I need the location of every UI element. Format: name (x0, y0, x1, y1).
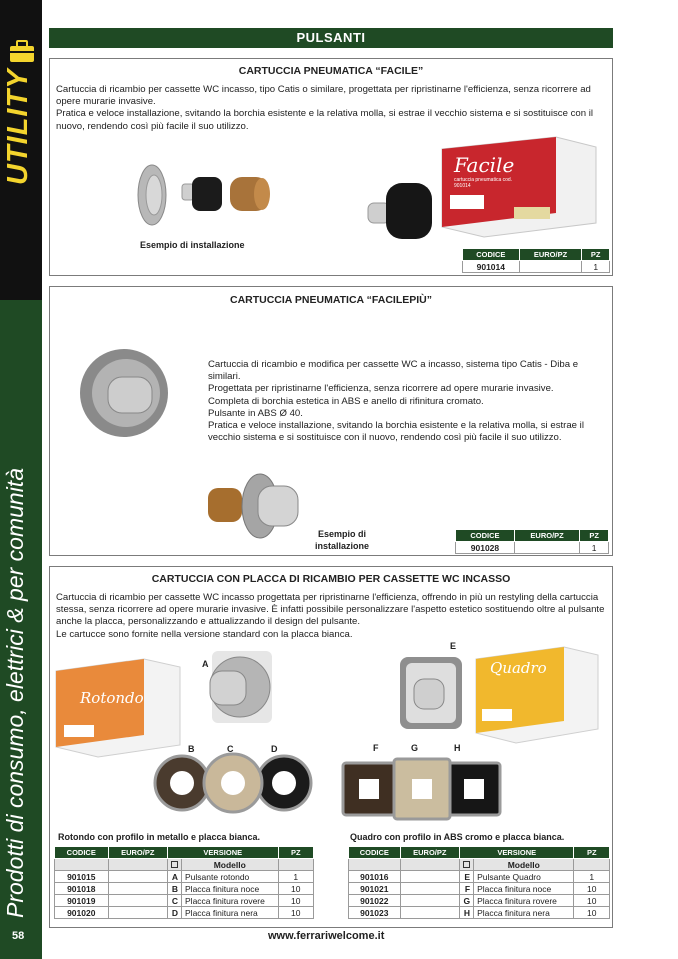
package-sublabel: cartuccia pneumatica cod. 901014 (454, 177, 513, 189)
cartridge-image (362, 177, 442, 247)
quadro-package-image (472, 637, 602, 747)
product-title: CARTUCCIA CON PLACCA DI RICAMBIO PER CASSETTE WC INCASSO (151, 573, 511, 585)
install-caption: Esempio di installazione (314, 529, 369, 551)
variant-label-g: G (411, 743, 419, 753)
install-caption: Esempio di installazione (140, 240, 245, 250)
variant-label-e: E (450, 641, 457, 651)
product-description: Cartuccia di ricambio e modifica per cassette WC a incasso, sistema tipo Catis - Diba e similari. Progettata per ripristinarne l'efficienza, senza ricorrere ad opere murarie invasive. Completa di borchia estetica in ABS e anello di rifinitura cromato. Pulsante in ABS Ø 40. Pratica e veloce installazione, svitando la borchia esistente e la relativa molla, si estrae il vecchio sistema e si sostituisce con il nuovo, rendendo così più facile il suo utilizzo. (208, 359, 584, 444)
page-title: PULSANTI (49, 28, 613, 48)
table-row: 901028 1 (456, 542, 609, 554)
round-plates-image (154, 753, 314, 815)
install-example-image (204, 468, 304, 548)
variant-label-f: F (373, 743, 379, 753)
product-table: CODICE EURO/PZ PZ 901014 1 (462, 248, 610, 273)
sidebar-section-title: UTILITY (2, 68, 34, 185)
footer-website-link[interactable]: www.ferrariwelcome.it (268, 930, 385, 942)
install-example-image (130, 159, 350, 234)
quadro-table: CODICE EURO/PZ VERSIONE PZ Modello 901016 E Pulsante Quadro 1 901021 F Placca finitura noce 10 901022 G Placca finitura rovere 10 901023 H Placca finitura nera 10 (348, 846, 610, 919)
rotondo-package-label: Rotondo (80, 689, 144, 707)
table-row: 901015 A Pulsante rotondo 1 (55, 871, 314, 883)
button-product-image (74, 345, 174, 441)
variant-label-d: D (271, 744, 278, 754)
product-placca (49, 566, 613, 928)
product-facilepiu (49, 286, 613, 556)
variant-label-b: B (188, 744, 195, 754)
product-title: CARTUCCIA PNEUMATICA “FACILE” (238, 65, 424, 77)
table-row: 901022 G Placca finitura rovere 10 (349, 895, 610, 907)
table-row: 901021 F Placca finitura noce 10 (349, 883, 610, 895)
table-row: 901016 E Pulsante Quadro 1 (349, 871, 610, 883)
product-description: Cartuccia di ricambio per cassette WC incasso progettata per ripristinarne l'efficienza, offrendo in più un restyling della cartuccia stessa, senza ricorrere ad opere murarie invasive. È infatti possibile personalizzare l'aspetto estetico sostituendo oltre al pulsante anche la placca, personalizzando e attualizzando il design del pulsante. Le cartucce sono fornite nella versione standard con la placca bianca. (56, 592, 605, 640)
product-table: CODICE EURO/PZ PZ 901028 1 (455, 529, 609, 554)
rotondo-caption: Rotondo con profilo in metallo e placca bianca. (58, 832, 261, 842)
rotondo-package-image (54, 653, 184, 763)
table-row: 901014 1 (463, 261, 610, 273)
variant-label-c: C (227, 744, 234, 754)
table-row: 901019 C Placca finitura rovere 10 (55, 895, 314, 907)
variant-e-image (398, 653, 464, 733)
square-plates-image (340, 757, 505, 823)
variant-label-h: H (454, 743, 461, 753)
product-title: CARTUCCIA PNEUMATICA “FACILEPIÙ” (229, 294, 433, 306)
checkbox-icon (463, 861, 470, 868)
table-row: 901020 D Placca finitura nera 10 (55, 907, 314, 919)
rotondo-table: CODICE EURO/PZ VERSIONE PZ Modello 901015 A Pulsante rotondo 1 901018 B Placca finitura noce 10 901019 C Placca finitura rovere 10 901020 D Placca finitura nera 10 (54, 846, 314, 919)
variant-a-image (190, 647, 276, 727)
quadro-caption: Quadro con profilo in ABS cromo e placca bianca. (350, 832, 565, 842)
product-facile (49, 58, 613, 276)
quadro-package-label: Quadro (490, 659, 547, 677)
table-row: 901018 B Placca finitura noce 10 (55, 883, 314, 895)
package-label: Facile (454, 153, 515, 177)
page-number: 58 (12, 930, 25, 942)
table-row: 901023 H Placca finitura nera 10 (349, 907, 610, 919)
product-description: Cartuccia di ricambio per cassette WC incasso, tipo Catis o similare, progettata per ripristinarne l'efficienza, senza ricorrere ad opere murarie invasive. Pratica e veloce installazione, svitando la borchia esistente e la relativa molla, si estrae il vecchio sistema e si sostituisce con il nuovo, rendendo così più facile il suo utilizzo. (56, 84, 593, 132)
checkbox-icon (171, 861, 178, 868)
variant-label-a: A (202, 659, 209, 669)
sidebar-category-title: Prodotti di consumo, elettrici & per comunità (2, 468, 28, 918)
